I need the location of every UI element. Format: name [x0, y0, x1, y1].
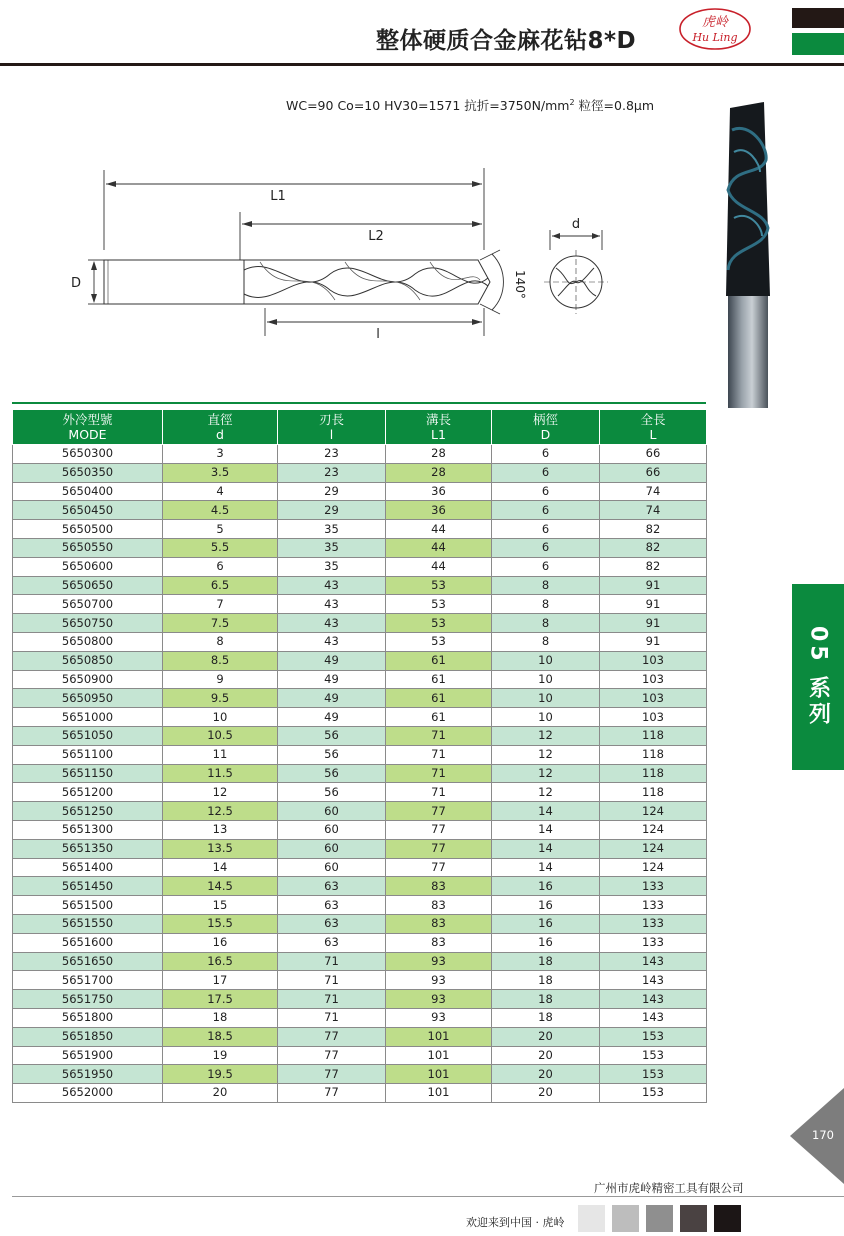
- table-cell: 49: [278, 670, 386, 689]
- table-cell: 18: [492, 1008, 600, 1027]
- table-cell: 71: [278, 990, 386, 1009]
- spec-sup: 2: [569, 97, 575, 107]
- table-cell: 63: [278, 877, 386, 896]
- table-cell: 53: [386, 614, 492, 633]
- table-cell: 93: [386, 1008, 492, 1027]
- table-cell: 61: [386, 670, 492, 689]
- table-cell: 5651450: [13, 877, 163, 896]
- table-cell: 61: [386, 708, 492, 727]
- table-cell: 18: [492, 952, 600, 971]
- table-cell: 5650750: [13, 614, 163, 633]
- table-row: [13, 538, 707, 557]
- column-header-bottom: L: [649, 427, 657, 442]
- column-header-bottom: l: [329, 427, 334, 442]
- table-cell: 5651000: [13, 708, 163, 727]
- table-cell: 91: [600, 595, 707, 614]
- table-cell: 77: [386, 802, 492, 821]
- svg-text:虎岭: 虎岭: [701, 15, 729, 30]
- table-cell: 5651750: [13, 990, 163, 1009]
- table-cell: 153: [600, 1046, 707, 1065]
- table-cell: 77: [386, 858, 492, 877]
- table-row: [13, 632, 707, 651]
- table-cell: 91: [600, 576, 707, 595]
- table-cell: 5651400: [13, 858, 163, 877]
- table-cell: 93: [386, 952, 492, 971]
- table-cell: 6: [492, 463, 600, 482]
- table-cell: 29: [278, 501, 386, 520]
- table-cell: 14: [163, 858, 278, 877]
- table-cell: 61: [386, 651, 492, 670]
- table-cell: 6: [492, 557, 600, 576]
- table-cell: 18: [492, 990, 600, 1009]
- table-row: [13, 1008, 707, 1027]
- table-cell: 7: [163, 595, 278, 614]
- table-cell: 101: [386, 1046, 492, 1065]
- table-cell: 44: [386, 557, 492, 576]
- table-cell: 10: [492, 670, 600, 689]
- page-number: 170: [812, 1128, 834, 1142]
- table-cell: 5650700: [13, 595, 163, 614]
- table-cell: 77: [278, 1084, 386, 1103]
- table-cell: 60: [278, 820, 386, 839]
- table-cell: 103: [600, 708, 707, 727]
- table-cell: 8: [163, 632, 278, 651]
- table-cell: 124: [600, 820, 707, 839]
- table-cell: 66: [600, 445, 707, 464]
- table-row: [13, 1046, 707, 1065]
- table-cell: 5650850: [13, 651, 163, 670]
- header-green-bar: [792, 33, 844, 55]
- table-cell: 43: [278, 632, 386, 651]
- table-cell: 5: [163, 520, 278, 539]
- table-cell: 18: [163, 1008, 278, 1027]
- table-row: [13, 557, 707, 576]
- column-header-top: 外冷型號: [62, 412, 113, 427]
- table-cell: 6.5: [163, 576, 278, 595]
- table-cell: 43: [278, 576, 386, 595]
- table-body: [13, 445, 707, 1103]
- table-cell: 5651600: [13, 933, 163, 952]
- table-row: [13, 1084, 707, 1103]
- table-cell: 12: [492, 726, 600, 745]
- table-cell: 83: [386, 914, 492, 933]
- table-cell: 60: [278, 839, 386, 858]
- table-cell: 8: [492, 576, 600, 595]
- table-cell: 12: [492, 783, 600, 802]
- header-rule: [0, 63, 844, 66]
- table-cell: 82: [600, 520, 707, 539]
- table-row: [13, 482, 707, 501]
- table-cell: 66: [600, 463, 707, 482]
- table-cell: 53: [386, 632, 492, 651]
- table-cell: 143: [600, 990, 707, 1009]
- table-cell: 5651200: [13, 783, 163, 802]
- table-cell: 44: [386, 520, 492, 539]
- table-cell: 83: [386, 896, 492, 915]
- table-cell: 5650500: [13, 520, 163, 539]
- table-cell: 36: [386, 501, 492, 520]
- table-row: [13, 990, 707, 1009]
- table-cell: 5652000: [13, 1084, 163, 1103]
- table-row: [13, 651, 707, 670]
- table-cell: 77: [386, 839, 492, 858]
- table-cell: 82: [600, 538, 707, 557]
- hu-ling-logo: [678, 6, 752, 52]
- table-cell: 6: [492, 501, 600, 520]
- column-header: [492, 410, 600, 445]
- table-cell: 14: [492, 820, 600, 839]
- table-cell: 61: [386, 689, 492, 708]
- table-cell: 93: [386, 971, 492, 990]
- table-cell: 9.5: [163, 689, 278, 708]
- column-header: [163, 410, 278, 445]
- table-cell: 10: [163, 708, 278, 727]
- table-cell: 10: [492, 708, 600, 727]
- table-cell: 153: [600, 1084, 707, 1103]
- column-header-top: 直徑: [207, 412, 233, 427]
- table-cell: 3: [163, 445, 278, 464]
- table-cell: 133: [600, 933, 707, 952]
- table-cell: 14: [492, 802, 600, 821]
- color-swatch: [612, 1205, 639, 1232]
- table-cell: 4: [163, 482, 278, 501]
- table-cell: 43: [278, 595, 386, 614]
- material-spec: [286, 96, 654, 114]
- column-header: [278, 410, 386, 445]
- table-cell: 11.5: [163, 764, 278, 783]
- table-row: [13, 463, 707, 482]
- table-row: [13, 802, 707, 821]
- table-cell: 35: [278, 557, 386, 576]
- table-cell: 6: [492, 482, 600, 501]
- table-cell: 7.5: [163, 614, 278, 633]
- table-cell: 5650950: [13, 689, 163, 708]
- angle-label: 140°: [513, 270, 527, 299]
- table-cell: 49: [278, 708, 386, 727]
- table-row: [13, 501, 707, 520]
- table-cell: 56: [278, 726, 386, 745]
- table-cell: 8: [492, 632, 600, 651]
- table-cell: 23: [278, 463, 386, 482]
- table-row: [13, 726, 707, 745]
- dim-l-label: l: [376, 327, 380, 342]
- table-row: [13, 745, 707, 764]
- table-row: [13, 820, 707, 839]
- table-cell: 56: [278, 764, 386, 783]
- table-cell: 8: [492, 614, 600, 633]
- table-cell: 19: [163, 1046, 278, 1065]
- table-cell: 17: [163, 971, 278, 990]
- table-row: [13, 877, 707, 896]
- page-title: 整体硬质合金麻花钻8*D: [376, 28, 637, 54]
- table-cell: 43: [278, 614, 386, 633]
- table-cell: 20: [163, 1084, 278, 1103]
- column-header: [13, 410, 163, 445]
- table-row: [13, 595, 707, 614]
- company-name: 广州市虎岭精密工具有限公司: [594, 1181, 744, 1195]
- table-cell: 16.5: [163, 952, 278, 971]
- table-cell: 103: [600, 651, 707, 670]
- table-cell: 13.5: [163, 839, 278, 858]
- table-cell: 83: [386, 933, 492, 952]
- table-cell: 83: [386, 877, 492, 896]
- table-cell: 11: [163, 745, 278, 764]
- table-cell: 71: [278, 1008, 386, 1027]
- table-cell: 5651700: [13, 971, 163, 990]
- table-row: [13, 708, 707, 727]
- header-black-bar: [792, 8, 844, 28]
- table-cell: 5651500: [13, 896, 163, 915]
- column-header-top: 刃長: [318, 412, 344, 427]
- table-cell: 124: [600, 839, 707, 858]
- welcome-text: 欢迎来到中国 · 虎岭: [466, 1216, 565, 1229]
- table-cell: 103: [600, 689, 707, 708]
- table-cell: 153: [600, 1027, 707, 1046]
- table-cell: 133: [600, 896, 707, 915]
- table-cell: 71: [386, 764, 492, 783]
- table-cell: 5651650: [13, 952, 163, 971]
- table-cell: 5651300: [13, 820, 163, 839]
- table-cell: 5651950: [13, 1065, 163, 1084]
- spec-table: [12, 409, 707, 1103]
- table-cell: 63: [278, 933, 386, 952]
- table-cell: 16: [492, 914, 600, 933]
- table-row: [13, 839, 707, 858]
- table-cell: 77: [386, 820, 492, 839]
- series-tab-label: 05 系列: [805, 625, 831, 729]
- table-top-rule: [12, 402, 706, 404]
- table-row: [13, 971, 707, 990]
- table-cell: 63: [278, 914, 386, 933]
- table-cell: 143: [600, 1008, 707, 1027]
- table-row: [13, 783, 707, 802]
- table-cell: 5651800: [13, 1008, 163, 1027]
- table-cell: 74: [600, 501, 707, 520]
- table-row: [13, 914, 707, 933]
- drill-diagram: [60, 150, 620, 350]
- footer-rule: [12, 1196, 844, 1197]
- table-cell: 101: [386, 1065, 492, 1084]
- table-cell: 82: [600, 557, 707, 576]
- table-cell: 12: [163, 783, 278, 802]
- table-cell: 16: [492, 933, 600, 952]
- table-cell: 49: [278, 651, 386, 670]
- table-cell: 15: [163, 896, 278, 915]
- dim-d-label: d: [571, 217, 581, 232]
- table-cell: 18: [492, 971, 600, 990]
- table-cell: 63: [278, 896, 386, 915]
- table-cell: 71: [278, 971, 386, 990]
- table-cell: 5.5: [163, 538, 278, 557]
- table-cell: 103: [600, 670, 707, 689]
- table-cell: 9: [163, 670, 278, 689]
- table-cell: 71: [386, 745, 492, 764]
- column-header-bottom: L1: [431, 427, 446, 442]
- column-header-top: 柄徑: [532, 412, 558, 427]
- table-cell: 18.5: [163, 1027, 278, 1046]
- table-cell: 36: [386, 482, 492, 501]
- table-cell: 20: [492, 1046, 600, 1065]
- table-cell: 3.5: [163, 463, 278, 482]
- table-cell: 6: [163, 557, 278, 576]
- spec-text: WC=90 Co=10 HV30=1571 抗折=3750N/mm: [286, 98, 570, 113]
- table-cell: 53: [386, 595, 492, 614]
- table-cell: 91: [600, 614, 707, 633]
- table-cell: 118: [600, 764, 707, 783]
- table-cell: 5650650: [13, 576, 163, 595]
- table-row: [13, 445, 707, 464]
- table-row: [13, 1065, 707, 1084]
- column-header-bottom: MODE: [68, 427, 107, 442]
- table-cell: 74: [600, 482, 707, 501]
- column-header-top: 溝長: [425, 412, 451, 427]
- table-cell: 5651100: [13, 745, 163, 764]
- table-cell: 5650400: [13, 482, 163, 501]
- table-row: [13, 858, 707, 877]
- table-cell: 5650300: [13, 445, 163, 464]
- column-header-bottom: d: [216, 427, 224, 442]
- table-cell: 5650450: [13, 501, 163, 520]
- table-cell: 35: [278, 520, 386, 539]
- table-cell: 5651050: [13, 726, 163, 745]
- table-cell: 4.5: [163, 501, 278, 520]
- table-row: [13, 576, 707, 595]
- color-swatch: [714, 1205, 741, 1232]
- spec-text-after: 粒徑=0.8μm: [574, 98, 655, 113]
- table-cell: 19.5: [163, 1065, 278, 1084]
- table-cell: 5651350: [13, 839, 163, 858]
- table-cell: 53: [386, 576, 492, 595]
- table-cell: 15.5: [163, 914, 278, 933]
- table-cell: 71: [278, 952, 386, 971]
- table-cell: 5650350: [13, 463, 163, 482]
- table-cell: 5650550: [13, 538, 163, 557]
- table-cell: 60: [278, 802, 386, 821]
- table-cell: 49: [278, 689, 386, 708]
- table-cell: 5650900: [13, 670, 163, 689]
- column-header-top: 全長: [640, 412, 666, 427]
- table-cell: 8.5: [163, 651, 278, 670]
- table-cell: 6: [492, 538, 600, 557]
- table-cell: 20: [492, 1084, 600, 1103]
- table-cell: 16: [492, 896, 600, 915]
- table-cell: 77: [278, 1046, 386, 1065]
- table-cell: 56: [278, 745, 386, 764]
- table-header-row: [13, 410, 707, 445]
- svg-text:Hu Ling: Hu Ling: [692, 31, 738, 44]
- table-cell: 12.5: [163, 802, 278, 821]
- table-cell: 5651900: [13, 1046, 163, 1065]
- table-cell: 5651850: [13, 1027, 163, 1046]
- table-cell: 5650800: [13, 632, 163, 651]
- table-cell: 8: [492, 595, 600, 614]
- table-cell: 12: [492, 764, 600, 783]
- column-header-bottom: D: [540, 427, 551, 442]
- table-cell: 91: [600, 632, 707, 651]
- dim-L2-label: L2: [368, 229, 384, 244]
- table-cell: 13: [163, 820, 278, 839]
- table-cell: 133: [600, 914, 707, 933]
- table-cell: 153: [600, 1065, 707, 1084]
- table-cell: 143: [600, 952, 707, 971]
- table-row: [13, 614, 707, 633]
- table-cell: 71: [386, 726, 492, 745]
- table-cell: 118: [600, 726, 707, 745]
- table-cell: 23: [278, 445, 386, 464]
- table-cell: 14: [492, 839, 600, 858]
- table-cell: 143: [600, 971, 707, 990]
- table-row: [13, 520, 707, 539]
- table-cell: 16: [492, 877, 600, 896]
- column-header: [386, 410, 492, 445]
- table-cell: 14.5: [163, 877, 278, 896]
- table-cell: 12: [492, 745, 600, 764]
- table-cell: 20: [492, 1065, 600, 1084]
- table-cell: 5651250: [13, 802, 163, 821]
- table-cell: 35: [278, 538, 386, 557]
- color-swatch: [578, 1205, 605, 1232]
- table-cell: 28: [386, 463, 492, 482]
- table-cell: 124: [600, 802, 707, 821]
- table-cell: 10: [492, 689, 600, 708]
- drill-photo: [720, 100, 780, 412]
- dim-D-label: D: [70, 276, 82, 291]
- table-cell: 71: [386, 783, 492, 802]
- column-header: [600, 410, 707, 445]
- table-row: [13, 896, 707, 915]
- table-cell: 118: [600, 745, 707, 764]
- table-row: [13, 670, 707, 689]
- table-cell: 5651550: [13, 914, 163, 933]
- table-cell: 77: [278, 1027, 386, 1046]
- table-cell: 93: [386, 990, 492, 1009]
- table-cell: 101: [386, 1084, 492, 1103]
- table-row: [13, 689, 707, 708]
- table-row: [13, 933, 707, 952]
- table-cell: 5650600: [13, 557, 163, 576]
- series-tab: [792, 584, 844, 770]
- table-cell: 28: [386, 445, 492, 464]
- table-cell: 133: [600, 877, 707, 896]
- table-cell: 118: [600, 783, 707, 802]
- table-cell: 17.5: [163, 990, 278, 1009]
- table-cell: 5651150: [13, 764, 163, 783]
- table-cell: 56: [278, 783, 386, 802]
- table-cell: 14: [492, 858, 600, 877]
- table-cell: 20: [492, 1027, 600, 1046]
- table-cell: 29: [278, 482, 386, 501]
- table-cell: 77: [278, 1065, 386, 1084]
- dim-L1-label: L1: [270, 189, 286, 204]
- color-swatch: [680, 1205, 707, 1232]
- table-cell: 44: [386, 538, 492, 557]
- table-cell: 6: [492, 445, 600, 464]
- table-cell: 6: [492, 520, 600, 539]
- table-cell: 60: [278, 858, 386, 877]
- table-cell: 10: [492, 651, 600, 670]
- table-row: [13, 1027, 707, 1046]
- table-row: [13, 764, 707, 783]
- table-cell: 124: [600, 858, 707, 877]
- table-cell: 16: [163, 933, 278, 952]
- table-row: [13, 952, 707, 971]
- table-cell: 101: [386, 1027, 492, 1046]
- table-cell: 10.5: [163, 726, 278, 745]
- color-swatch: [646, 1205, 673, 1232]
